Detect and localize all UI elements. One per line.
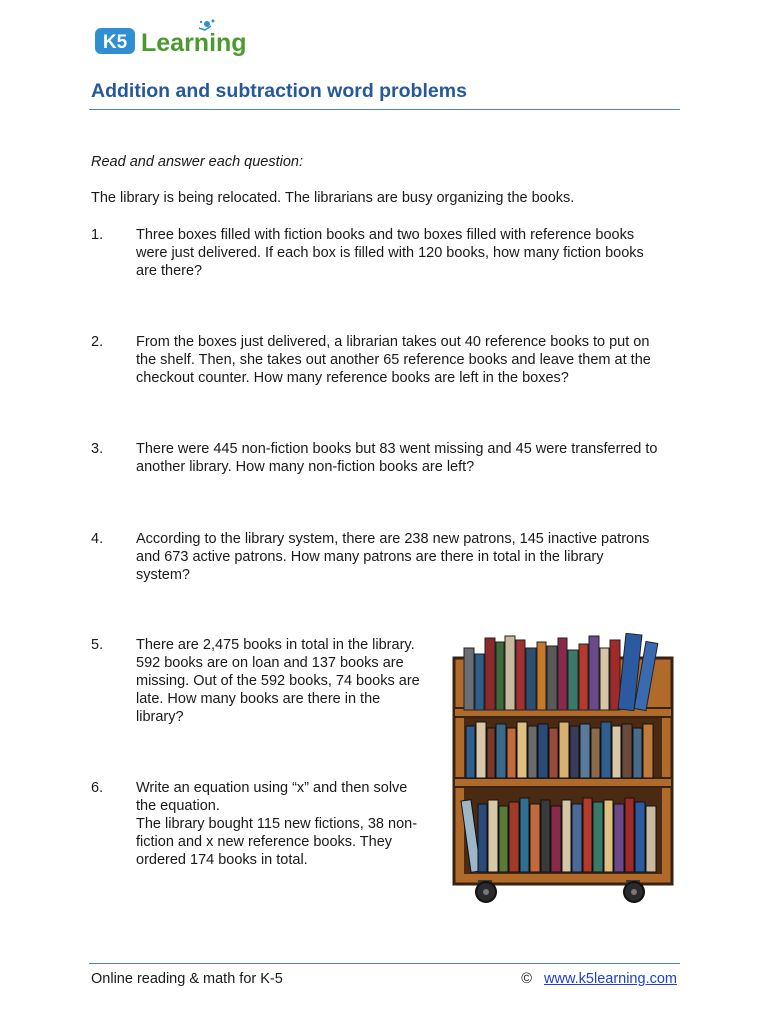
intro-text: The library is being relocated. The librarians are busy organizing the books. [91,190,575,206]
question-text: There are 2,475 books in total in the library. 592 books are on loan and 137 books are missing. Out of the 592 books, 74 books are late. How many books are there in the library? [136,637,420,725]
copyright-symbol: © [521,971,532,987]
question-text: Write an equation using “x” and then solve the equation. The library bought 115 new fictions, 38 non- fiction and x new reference books. They ordered 174 books in total. [136,780,418,868]
question-number: 6. [91,780,104,796]
question-text: There were 445 non-fiction books but 83 went missing and 45 were transferred to another library. How many non-fiction books are left? [136,441,658,475]
question-number: 1. [91,227,104,243]
bookcase-illustration [450,628,680,904]
question-number: 3. [91,441,104,457]
question-text: From the boxes just delivered, a librarian takes out 40 reference books to put on the shelf. Then, she takes out another 65 reference books and leave them at the checkout counter. How many reference books are left in the boxes? [136,334,651,386]
instructions: Read and answer each question: [91,154,304,170]
title-divider [89,109,680,110]
question-number: 5. [91,637,104,653]
footer-tagline: Online reading & math for K-5 [91,971,283,987]
question-text: According to the library system, there are 238 new patrons, 145 inactive patrons and 673 active patrons. How many patrons are there in total in the library system? [136,531,650,583]
k5-learning-logo [93,16,263,62]
footer-link-group [521,971,677,987]
logo-word: Learning [141,29,247,57]
question-number: 2. [91,334,104,350]
page-title: Addition and subtraction word problems [91,80,467,102]
footer-divider [89,963,680,964]
k5learning-link[interactable]: www.k5learning.com [544,971,677,987]
question-text: Three boxes filled with fiction books and two boxes filled with reference books were just delivered. If each box is filled with 120 books, how many fiction books are there? [136,227,644,279]
question-number: 4. [91,531,104,547]
logo-prefix: K5 [102,32,128,53]
